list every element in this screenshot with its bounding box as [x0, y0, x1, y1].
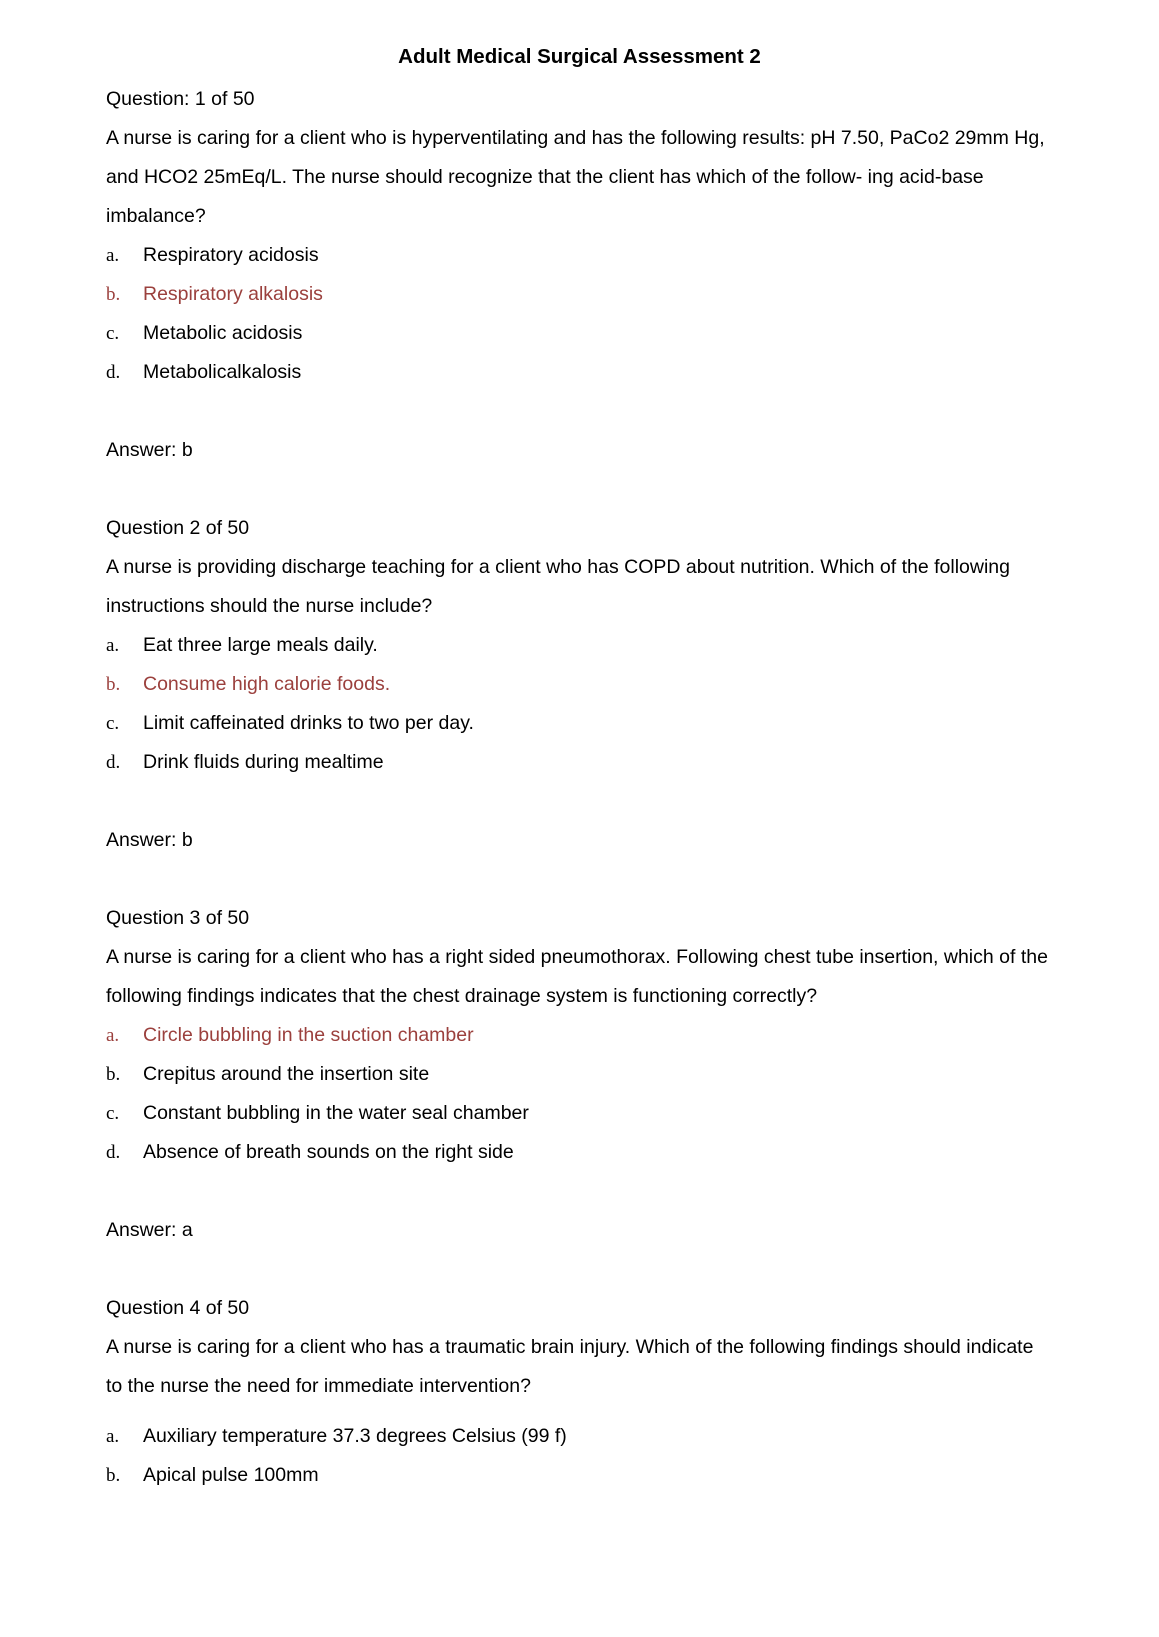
- option-row: [106, 704, 1053, 743]
- options-list: [106, 1016, 1053, 1172]
- question-block: [106, 80, 1053, 470]
- option-letter: b.: [106, 674, 121, 695]
- question-block: [106, 509, 1053, 860]
- option-text: Metabolicalkalosis: [143, 361, 302, 383]
- question-heading: Question 3 of 50: [106, 907, 250, 929]
- option-letter: a.: [106, 245, 120, 266]
- option-row: [106, 1417, 1053, 1456]
- option-row: [106, 1016, 1053, 1055]
- option-letter: a.: [106, 635, 120, 656]
- option-text: Constant bubbling in the water seal chamber: [143, 1102, 529, 1124]
- option-text: Drink fluids during mealtime: [143, 751, 384, 773]
- question-stem: A nurse is caring for a client who has a traumatic brain injury. Which of the following findings should indicate to the nurse the need for immediate intervention?: [106, 1336, 1034, 1397]
- question-block: [106, 899, 1053, 1250]
- document-title: Adult Medical Surgical Assessment 2: [398, 45, 761, 68]
- option-letter: b.: [106, 1064, 121, 1085]
- option-row: [106, 236, 1053, 275]
- answer-line: Answer: b: [106, 439, 193, 461]
- options-list: [106, 626, 1053, 782]
- option-row: [106, 275, 1053, 314]
- option-text: Metabolic acidosis: [143, 322, 303, 344]
- questions-container: [106, 80, 1053, 1495]
- options-list: [106, 1417, 1053, 1495]
- option-row: [106, 626, 1053, 665]
- option-text: Crepitus around the insertion site: [143, 1063, 430, 1085]
- option-text: Auxiliary temperature 37.3 degrees Celsius (99 f): [143, 1425, 567, 1447]
- option-row: [106, 1094, 1053, 1133]
- option-text: Limit caffeinated drinks to two per day.: [143, 712, 474, 734]
- answer-line: Answer: a: [106, 1219, 193, 1241]
- option-text: Respiratory acidosis: [143, 244, 319, 266]
- option-row: [106, 743, 1053, 782]
- question-heading: Question 4 of 50: [106, 1297, 250, 1319]
- option-letter: c.: [106, 713, 120, 734]
- option-row: [106, 353, 1053, 392]
- option-letter: b.: [106, 284, 121, 305]
- option-letter: d.: [106, 1142, 121, 1163]
- option-text: Consume high calorie foods.: [143, 673, 391, 695]
- option-letter: d.: [106, 752, 121, 773]
- option-row: [106, 1133, 1053, 1172]
- option-row: [106, 1055, 1053, 1094]
- option-letter: b.: [106, 1465, 121, 1486]
- question-block: [106, 1289, 1053, 1495]
- option-text: Eat three large meals daily.: [143, 634, 378, 656]
- option-text: Absence of breath sounds on the right side: [143, 1141, 514, 1163]
- answer-line: Answer: b: [106, 829, 193, 851]
- option-text: Apical pulse 100mm: [143, 1464, 319, 1486]
- option-text: Circle bubbling in the suction chamber: [143, 1024, 474, 1046]
- question-stem: A nurse is caring for a client who is hyperventilating and has the following results: pH 7.50, PaCo2 29mm Hg, and HCO2 25mEq/L. The nurse should recognize that the client has which of the follow- ing acid-base imbalance?: [106, 127, 1045, 227]
- question-heading: Question 2 of 50: [106, 517, 250, 539]
- option-row: [106, 314, 1053, 353]
- options-list: [106, 236, 1053, 392]
- question-heading: Question: 1 of 50: [106, 88, 255, 110]
- option-letter: c.: [106, 1103, 120, 1124]
- option-letter: c.: [106, 323, 120, 344]
- question-stem: A nurse is caring for a client who has a right sided pneumothorax. Following chest tube insertion, which of the following findings indicates that the chest drainage system is functioning correctly?: [106, 946, 1048, 1007]
- option-letter: a.: [106, 1025, 120, 1046]
- option-text: Respiratory alkalosis: [143, 283, 323, 305]
- question-stem: A nurse is providing discharge teaching for a client who has COPD about nutrition. Which of the following instructions should the nurse include?: [106, 556, 1010, 617]
- option-letter: a.: [106, 1426, 120, 1447]
- option-row: [106, 665, 1053, 704]
- option-letter: d.: [106, 362, 121, 383]
- option-row: [106, 1456, 1053, 1495]
